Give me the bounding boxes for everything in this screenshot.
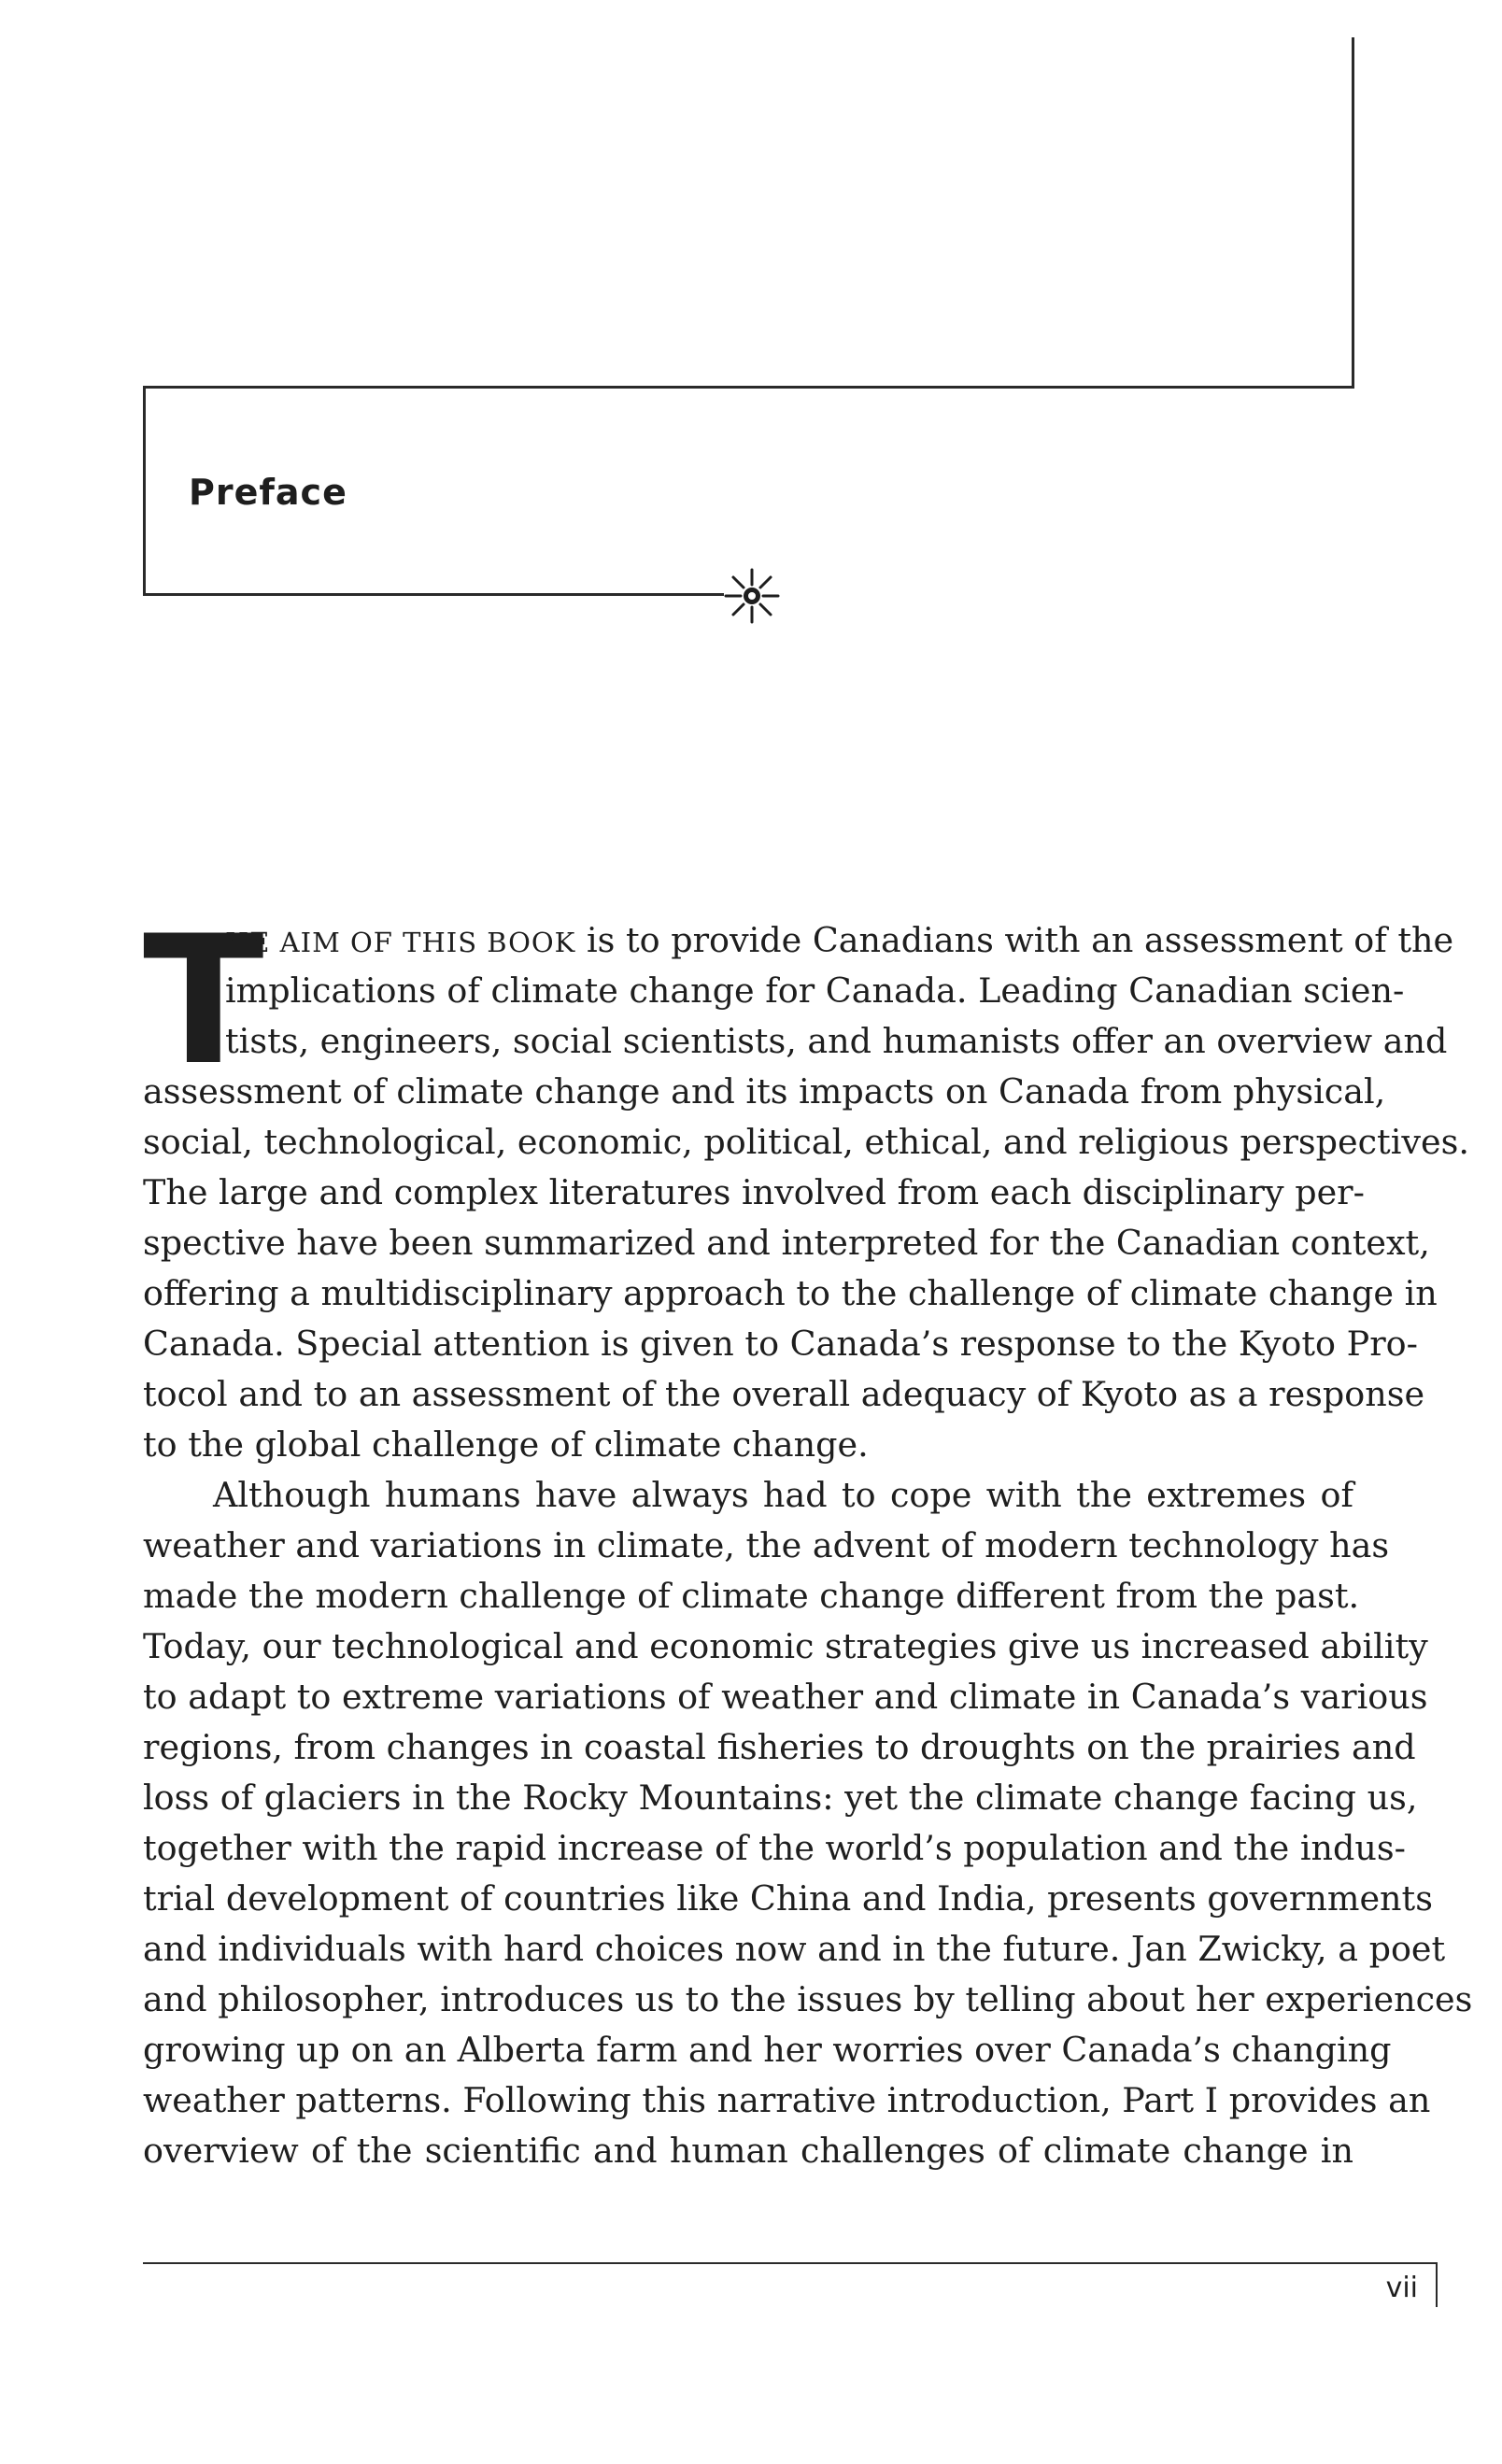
text-line: growing up on an Alberta farm and her worries over Canada’s changing xyxy=(143,2030,1392,2070)
text-line: overview of the scientific and human challenges of climate change in xyxy=(143,2131,1353,2171)
text-line: The large and complex literatures involved from each disciplinary per- xyxy=(143,1172,1365,1212)
line-text: is to provide Canadians with an assessment of the xyxy=(575,920,1454,960)
text-line: loss of glaciers in the Rocky Mountains: yet the climate change facing us, xyxy=(143,1777,1418,1818)
text-line: weather patterns. Following this narrative introduction, Part I provides an xyxy=(143,2080,1431,2120)
text-line: and philosopher, introduces us to the issues by telling about her experiences xyxy=(143,1979,1473,2019)
text-line: to adapt to extreme variations of weather and climate in Canada’s various xyxy=(143,1677,1428,1717)
text-line: tists, engineers, social scientists, and humanists offer an overview and xyxy=(225,1021,1448,1061)
text-line: offering a multidisciplinary approach to the challenge of climate change in xyxy=(143,1273,1438,1313)
starburst-ornament-icon xyxy=(724,568,780,624)
text-line: Although humans have always had to cope with the extremes of xyxy=(213,1475,1353,1515)
text-line: weather and variations in climate, the advent of modern technology has xyxy=(143,1525,1390,1565)
text-line: and individuals with hard choices now and in the future. Jan Zwicky, a poet xyxy=(143,1929,1446,1969)
body-text xyxy=(143,898,1473,2176)
text-line: Today, our technological and economic strategies give us increased ability xyxy=(143,1626,1428,1666)
top-vertical-rule xyxy=(1352,37,1354,387)
text-line: spective have been summarized and interpreted for the Canadian context, xyxy=(143,1223,1430,1263)
text-line: regions, from changes in coastal fisheries to droughts on the prairies and xyxy=(143,1727,1416,1767)
footer-vertical-rule xyxy=(1436,2262,1438,2307)
header-box-left-rule xyxy=(143,386,146,596)
text-line: Canada. Special attention is given to Canada’s response to the Kyoto Pro- xyxy=(143,1324,1418,1364)
text-line: implications of climate change for Canada. Leading Canadian scien- xyxy=(225,970,1405,1011)
header-box-top-rule xyxy=(143,386,1354,389)
chapter-title: Preface xyxy=(189,472,347,513)
text-line: together with the rapid increase of the world’s population and the indus- xyxy=(143,1828,1406,1868)
text-line: trial development of countries like China and India, presents governments xyxy=(143,1878,1433,1919)
page-number: vii xyxy=(1385,2272,1418,2304)
text-line: to the global challenge of climate change. xyxy=(143,1424,869,1465)
header-box-bottom-rule xyxy=(143,593,724,596)
text-line: tocol and to an assessment of the overall adequacy of Kyoto as a response xyxy=(143,1374,1425,1414)
smallcaps-lead: HE AIM OF THIS BOOK xyxy=(225,927,576,958)
drop-cap: T xyxy=(143,898,264,1104)
text-line: social, technological, economic, political, ethical, and religious perspectives. xyxy=(143,1122,1469,1162)
text-line: assessment of climate change and its impacts on Canada from physical, xyxy=(143,1071,1386,1112)
text-line: made the modern challenge of climate change different from the past. xyxy=(143,1576,1360,1616)
text-line xyxy=(143,915,1454,966)
footer-rule xyxy=(143,2262,1438,2264)
